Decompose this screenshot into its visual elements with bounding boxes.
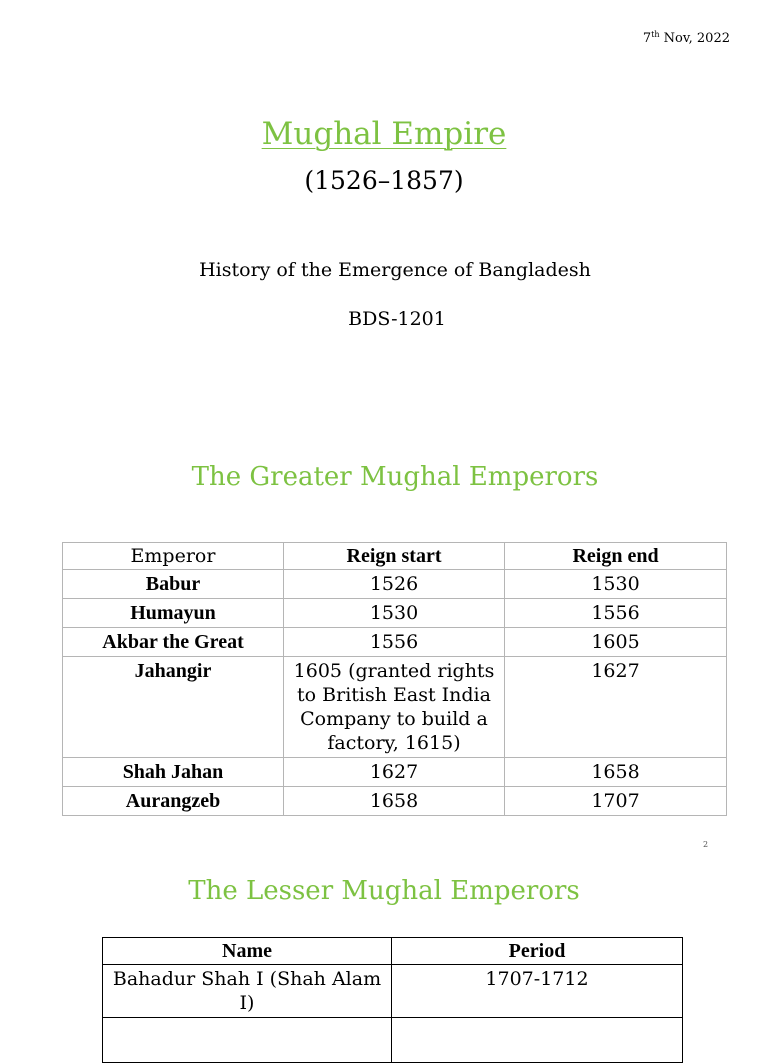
emperor-cell: Babur	[63, 570, 284, 599]
reign-end-cell: 1627	[505, 657, 727, 758]
course-code: BDS-1201	[348, 308, 446, 330]
reign-start-cell: 1658	[284, 787, 505, 816]
table-row	[63, 628, 727, 657]
column-header-emperor: Emperor	[63, 543, 284, 570]
reign-end-cell: 1658	[505, 758, 727, 787]
period-cell	[392, 1018, 683, 1063]
table-header-row	[103, 938, 683, 965]
reign-start-cell: 1627	[284, 758, 505, 787]
document-title: Mughal Empire	[261, 116, 507, 152]
reign-start-cell: 1530	[284, 599, 505, 628]
reign-start-cell: 1605 (granted rights to British East India Company to build a factory, 1615)	[284, 657, 505, 758]
reign-end-cell: 1707	[505, 787, 727, 816]
emperor-cell: Humayun	[63, 599, 284, 628]
reign-end-cell: 1605	[505, 628, 727, 657]
page-number: 2	[703, 840, 709, 849]
reign-end-cell: 1530	[505, 570, 727, 599]
table-row	[63, 758, 727, 787]
column-header-period: Period	[392, 938, 683, 965]
table-row	[63, 570, 727, 599]
table-row	[103, 965, 683, 1018]
document-date: 7th Nov, 2022	[642, 30, 730, 46]
table-row	[63, 657, 727, 758]
emperor-cell: Jahangir	[63, 657, 284, 758]
column-header-reign-start: Reign start	[284, 543, 505, 570]
greater-emperors-table	[62, 542, 727, 816]
emperor-cell: Shah Jahan	[63, 758, 284, 787]
reign-start-cell: 1556	[284, 628, 505, 657]
course-name: History of the Emergence of Bangladesh	[199, 259, 591, 281]
greater-emperors-heading: The Greater Mughal Emperors	[191, 462, 599, 492]
table-header-row	[63, 543, 727, 570]
emperor-cell: Aurangzeb	[63, 787, 284, 816]
table-row	[103, 1018, 683, 1063]
column-header-reign-end: Reign end	[505, 543, 727, 570]
emperor-cell: Akbar the Great	[63, 628, 284, 657]
table-row	[63, 787, 727, 816]
name-cell	[103, 1018, 392, 1063]
lesser-emperors-heading: The Lesser Mughal Emperors	[188, 876, 580, 906]
document-years: (1526–1857)	[304, 166, 464, 195]
name-cell: Bahadur Shah I (Shah Alam I)	[103, 965, 392, 1018]
table-row	[63, 599, 727, 628]
period-cell: 1707-1712	[392, 965, 683, 1018]
column-header-name: Name	[103, 938, 392, 965]
reign-start-cell: 1526	[284, 570, 505, 599]
reign-end-cell: 1556	[505, 599, 727, 628]
lesser-emperors-table	[102, 937, 683, 1063]
